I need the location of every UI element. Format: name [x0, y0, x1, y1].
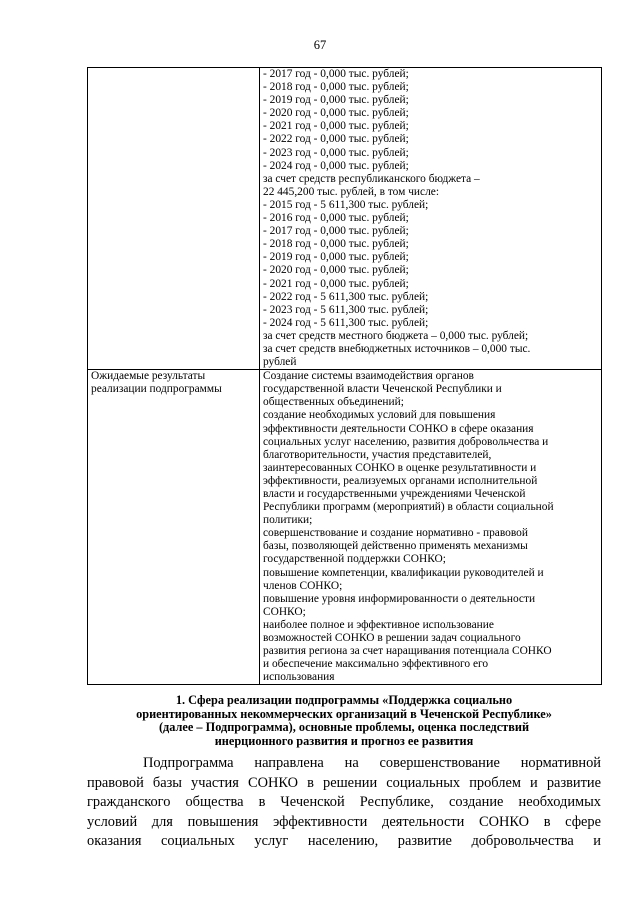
text-line: повышение компетенции, квалификации руководителей и — [263, 566, 544, 579]
text-line: за счет средств местного бюджета – 0,000 тыс. рублей; — [263, 329, 529, 342]
text-line: развития региона за счет наращивания потенциала СОНКО — [263, 645, 552, 658]
text-line: - 2023 год - 5 611,300 тыс. рублей; — [263, 303, 429, 316]
table-row — [88, 370, 602, 685]
financing-cell — [260, 68, 602, 370]
text-line: политики; — [263, 514, 313, 527]
text-line: условий для повышения эффективности деятельности СОНКО в сфере — [87, 813, 601, 830]
text-line: повышение уровня информированности о деятельности — [263, 592, 536, 605]
text-line: гражданского общества в Чеченской Республике, создание необходимых — [87, 794, 601, 811]
text-line: Создание системы взаимодействия органов — [263, 370, 474, 383]
text-line: рублей — [263, 356, 297, 369]
text-line: Подпрограмма направлена на совершенствование нормативной — [143, 755, 601, 771]
row-label-cell — [88, 68, 260, 370]
text-line: власти и государственными учреждениями Чеченской — [263, 488, 526, 500]
text-line: - 2015 год - 5 611,300 тыс. рублей; — [263, 198, 429, 211]
text-line: совершенствование и создание нормативно - правовой — [263, 527, 528, 540]
text-line: правовой базы участия СОНКО в решении социальных проблем и развитие — [87, 774, 601, 791]
text-line: членов СОНКО; — [263, 579, 343, 592]
text-line: за счет средств республиканского бюджета – — [263, 172, 480, 185]
text-line: - 2018 год - 0,000 тыс. рублей; — [263, 238, 409, 251]
text-line: - 2017 год - 0,000 тыс. рублей; — [263, 68, 409, 80]
text-line: ориентированных некоммерческих организаций в Чеченской Республике» — [136, 706, 552, 721]
text-line: - 2020 год - 0,000 тыс. рублей; — [263, 107, 409, 120]
text-line: - 2019 год - 0,000 тыс. рублей; — [263, 251, 409, 264]
table-row — [88, 68, 602, 370]
text-line: создание необходимых условий для повышения — [263, 409, 496, 422]
text-line: - 2016 год - 0,000 тыс. рублей; — [263, 212, 409, 225]
text-line: оказания социальных услуг населению, развитие добровольчества и — [87, 833, 601, 850]
expected-results-cell — [260, 370, 602, 685]
text-line: - 2023 год - 0,000 тыс. рублей; — [263, 146, 409, 159]
text-line: - 2021 год - 0,000 тыс. рублей; — [263, 120, 409, 133]
text-line: инерционного развития и прогноз ее развития — [214, 733, 474, 748]
text-line: общественных объединений; — [263, 396, 404, 409]
text-line: 22 445,200 тыс. рублей, в том числе: — [263, 185, 439, 198]
passport-table — [87, 67, 602, 685]
text-line: базы, позволяющей действенно применять механизмы — [263, 540, 528, 553]
text-line: - 2022 год - 5 611,300 тыс. рублей; — [263, 290, 429, 303]
text-line: возможностей СОНКО в решении задач социального — [263, 632, 521, 645]
text-line: заинтересованных СОНКО в оценке результативности и — [263, 461, 537, 474]
text-line: эффективности деятельности СОНКО в сфере оказания — [263, 422, 534, 435]
body-paragraph — [87, 754, 601, 852]
text-line: - 2017 год - 0,000 тыс. рублей; — [263, 225, 409, 238]
text-line: - 2020 год - 0,000 тыс. рублей; — [263, 264, 409, 277]
text-line: (далее – Подпрограмма), основные проблемы, оценка последствий — [158, 720, 530, 735]
section-heading — [87, 694, 601, 748]
text-line: - 2021 год - 0,000 тыс. рублей; — [263, 277, 409, 290]
text-line: - 2022 год - 0,000 тыс. рублей; — [263, 133, 409, 146]
text-line: - 2024 год - 5 611,300 тыс. рублей; — [263, 316, 429, 329]
text-line: - 2024 год - 0,000 тыс. рублей; — [263, 159, 409, 172]
text-line: наиболее полное и эффективное использование — [263, 618, 494, 631]
text-line: - 2018 год - 0,000 тыс. рублей; — [263, 81, 409, 94]
text-line: эффективности, реализуемых органами исполнительной — [263, 474, 538, 487]
page-number: 67 — [313, 38, 327, 52]
text-line: использования — [263, 671, 335, 684]
text-line: - 2019 год - 0,000 тыс. рублей; — [263, 94, 409, 107]
text-line: государственной поддержки СОНКО; — [263, 553, 446, 566]
text-line: социальных услуг населению, развития добровольчества и — [263, 435, 549, 448]
text-line: за счет средств внебюджетных источников – 0,000 тыс. — [263, 342, 531, 355]
text-line: и обеспечение максимально эффективного его — [263, 658, 489, 671]
text-line: Ожидаемые результаты — [91, 370, 206, 383]
text-line: государственной власти Чеченской Республики и — [263, 383, 502, 396]
text-line: реализации подпрограммы — [91, 383, 222, 396]
text-line: СОНКО; — [263, 605, 306, 618]
text-line: Республики программ (мероприятий) в области социальной — [263, 501, 554, 514]
text-line: благотворительности, участия представителей, — [263, 448, 492, 461]
text-line: 1. Сфера реализации подпрограммы «Поддержка социально — [175, 693, 513, 707]
expected-results-label — [88, 370, 260, 685]
